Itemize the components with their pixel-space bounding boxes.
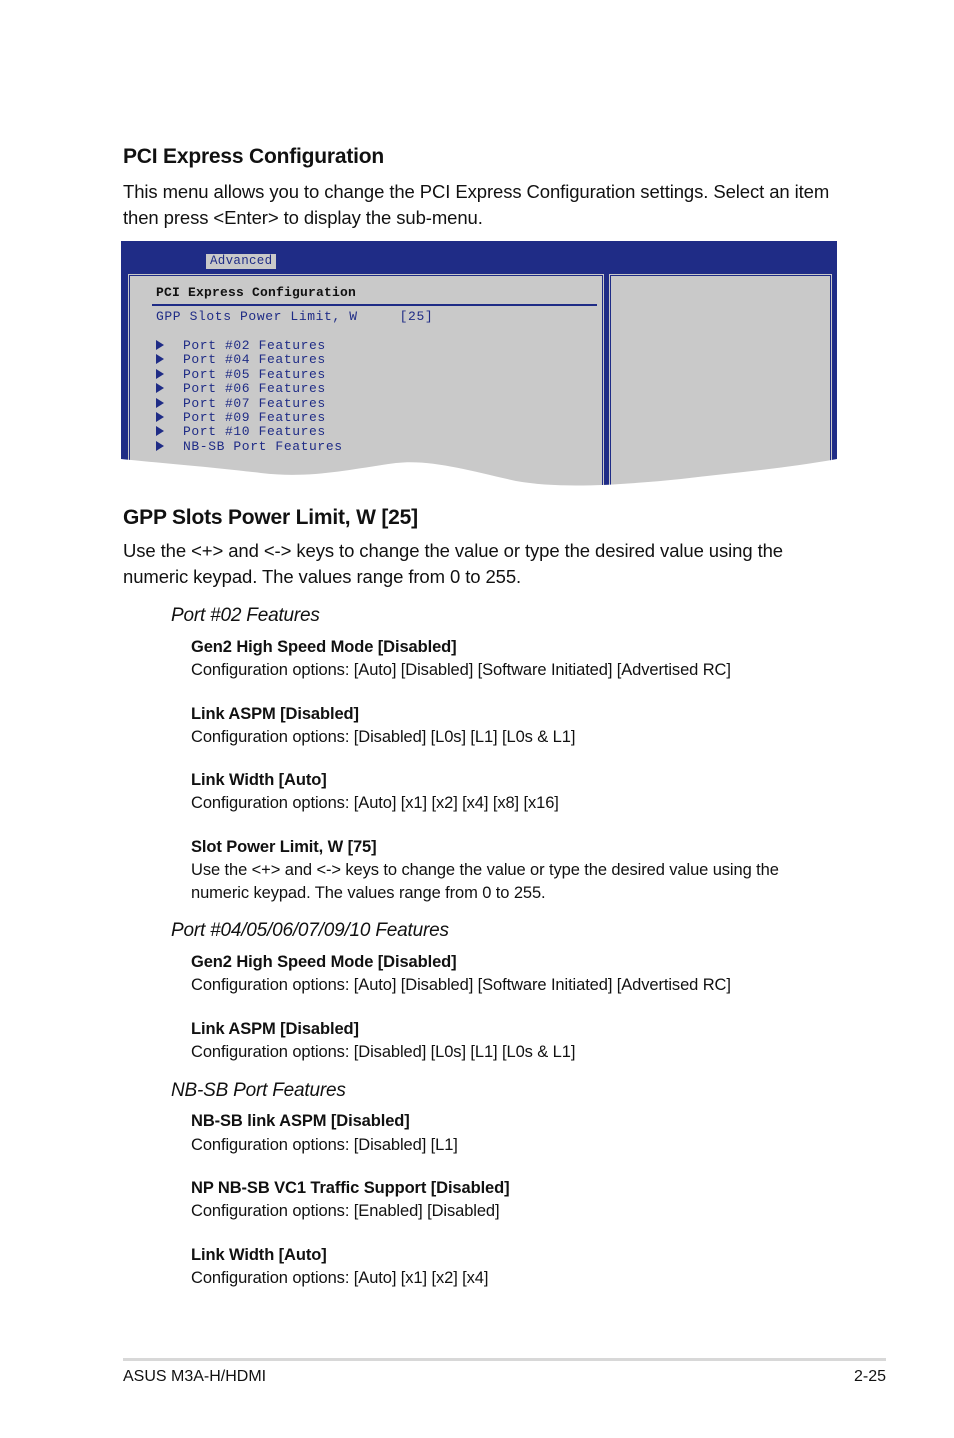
option-description: Configuration options: [Auto] [x1] [x2] [x4]: [191, 1269, 489, 1287]
option-title: Link ASPM [Disabled]: [191, 705, 359, 723]
option-title: Link Width [Auto]: [191, 1246, 327, 1264]
bios-submenu-label: Port #10 Features: [183, 424, 326, 440]
option-description: Use the <+> and <-> keys to change the value or type the desired value using the numeric keypad. The values range from 0 to 255.: [191, 861, 779, 902]
section-intro-pci-express: This menu allows you to change the PCI Express Configuration settings. Select an item then press <Enter> to display the sub-menu.: [123, 181, 830, 228]
option-description: Configuration options: [Disabled] [L1]: [191, 1136, 458, 1154]
bios-panel-title: PCI Express Configuration: [156, 285, 357, 300]
option-description: Configuration options: [Auto] [Disabled] [Software Initiated] [Advertised RC]: [191, 976, 731, 994]
bios-item-gpp-slots-power-limit[interactable]: GPP Slots Power Limit, W [25]: [156, 309, 434, 324]
footer-page-number: 2-25: [853, 1368, 886, 1385]
option-description: Configuration options: [Auto] [Disabled] [Software Initiated] [Advertised RC]: [191, 661, 731, 679]
option-description: Configuration options: [Disabled] [L0s] [L1] [L0s & L1]: [191, 728, 576, 746]
footer-divider: [123, 1358, 886, 1361]
option-title: NP NB-SB VC1 Traffic Support [Disabled]: [191, 1179, 510, 1197]
section-title-pci-express: PCI Express Configuration: [123, 145, 385, 168]
section-intro-gpp-slots: Use the <+> and <-> keys to change the value or type the desired value using the numeric keypad. The values range from 0 to 255.: [123, 540, 783, 587]
option-title: Gen2 High Speed Mode [Disabled]: [191, 953, 457, 971]
bios-submenu-label: Port #02 Features: [183, 338, 326, 353]
subheading-port04-10: Port #04/05/06/07/09/10 Features: [171, 920, 449, 941]
footer-product-name: ASUS M3A-H/HDMI: [123, 1368, 267, 1385]
bios-submenu-label: NB-SB Port Features: [183, 438, 343, 454]
option-title: Slot Power Limit, W [75]: [191, 838, 377, 856]
bios-submenu-label: Port #04 Features: [183, 352, 326, 368]
bios-submenu-label: Port #07 Features: [183, 395, 326, 411]
subheading-nbsb: NB-SB Port Features: [171, 1080, 346, 1101]
option-title: Gen2 High Speed Mode [Disabled]: [191, 638, 457, 656]
bios-screenshot: [121, 241, 837, 487]
bios-tab-advanced[interactable]: Advanced: [206, 254, 276, 269]
option-description: Configuration options: [Disabled] [L0s] [L1] [L0s & L1]: [191, 1043, 576, 1061]
bios-submenu-label: Port #05 Features: [183, 366, 326, 382]
option-description: Configuration options: [Enabled] [Disabled]: [191, 1202, 500, 1220]
option-description: Configuration options: [Auto] [x1] [x2] [x4] [x8] [x16]: [191, 794, 559, 812]
bios-submenu-label: Port #06 Features: [183, 381, 326, 397]
section-title-gpp-slots: GPP Slots Power Limit, W [25]: [123, 506, 418, 529]
bios-submenu-label: Port #09 Features: [183, 409, 326, 425]
option-title: NB-SB link ASPM [Disabled]: [191, 1112, 410, 1130]
subheading-port02: Port #02 Features: [171, 605, 320, 626]
option-title: Link Width [Auto]: [191, 771, 327, 789]
torn-edge-decoration: [121, 241, 837, 487]
option-title: Link ASPM [Disabled]: [191, 1020, 359, 1038]
